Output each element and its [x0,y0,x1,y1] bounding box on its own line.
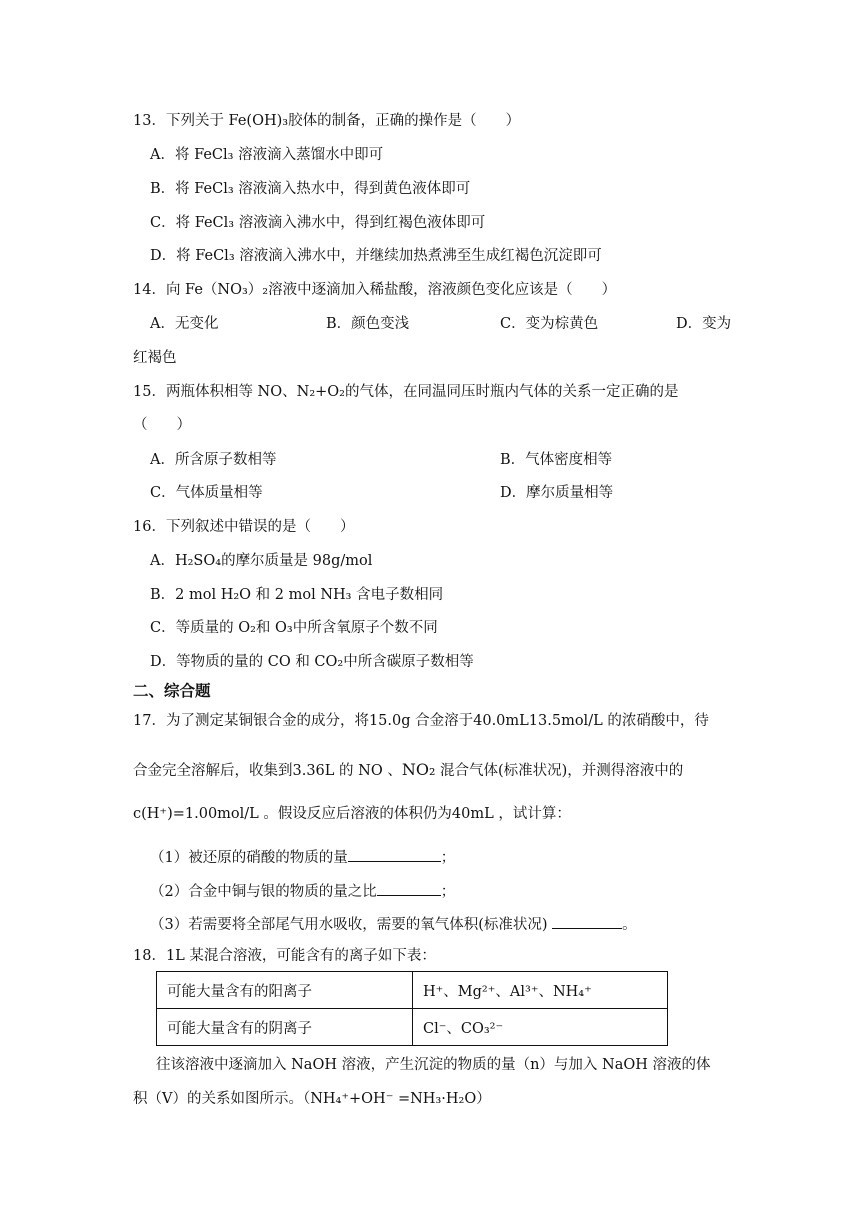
table-row [157,972,668,1009]
q17-part-2 [150,880,455,902]
q14-option-c: C．变为棕黄色 [500,316,599,332]
q17-part-3-text: （3）若需要将全部尾气用水吸收，需要的氧气体积(标准状况) [150,917,553,933]
q13-stem: 13．下列关于 Fe(OH)₃胶体的制备，正确的操作是（ ） [133,113,521,129]
q15-option-d: D．摩尔质量相等 [500,485,614,501]
q13-option-a: A．将 FeCl₃ 溶液滴入蒸馏水中即可 [150,147,384,163]
q14-option-b: B．颜色变浅 [326,316,410,332]
q14-stem: 14．向 Fe（NO₃）₂溶液中逐滴加入稀盐酸，溶液颜色变化应该是（ ） [133,282,617,298]
q16-option-d: D．等物质的量的 CO 和 CO₂中所含碳原子数相等 [150,654,474,670]
q15-option-a: A．所含原子数相等 [150,452,277,468]
q17-line-2-post: 混合气体(标准状况)，并测得溶液中的 [435,763,684,779]
cation-label: 可能大量含有的阳离子 [157,972,413,1009]
q13-option-b: B．将 FeCl₃ 溶液滴入热水中，得到黄色液体即可 [150,181,471,197]
q13-option-c: C．将 FeCl₃ 溶液滴入沸水中，得到红褐色液体即可 [150,215,486,231]
q15-option-c: C．气体质量相等 [150,485,263,501]
q18-stem: 18．1L 某混合溶液，可能含有的离子如下表： [133,948,436,964]
q17-line-2-pre: 合金完全溶解后，收集到3.36L 的 NO 、 [133,763,402,779]
q18-paragraph-2: 积（V）的关系如图所示。（NH₄⁺+OH⁻ =NH₃·H₂O） [133,1091,491,1107]
q17-part-1 [150,846,455,868]
q17-part-1-end: ； [440,850,456,866]
q17-part-3 [150,913,637,935]
q16-option-b: B．2 mol H₂O 和 2 mol NH₃ 含电子数相同 [150,587,444,603]
q15-option-b: B．气体密度相等 [500,452,613,468]
q14-option-a: A．无变化 [150,316,219,332]
anion-label: 可能大量含有的阴离子 [157,1009,413,1046]
ion-table [156,971,668,1046]
q17-line-2 [133,760,683,781]
answer-blank-2[interactable] [377,880,441,896]
q16-option-c: C．等质量的 O₂和 O₃中所含氧原子个数不同 [150,620,438,636]
cation-values: H⁺、Mg²⁺、Al³⁺、NH₄⁺ [413,972,668,1009]
q15-stem: 15．两瓶体积相等 NO、N₂+O₂的气体，在同温同压时瓶内气体的关系一定正确的是 [133,384,679,400]
q17-part-3-end: 。 [622,917,637,933]
q17-part-2-end: ； [440,884,456,900]
q14-option-d: D．变为 [676,316,732,332]
q17-no2-formula: NO₂ [401,760,436,779]
q17-line-1: 17．为了测定某铜银合金的成分，将15.0g 合金溶于40.0mL13.5mol/L 的浓硝酸中，待 [133,713,709,729]
q18-paragraph-1: 往该溶液中逐滴加入 NaOH 溶液，产生沉淀的物质的量（n）与加入 NaOH 溶液的体 [156,1057,711,1073]
q17-line-3: c(H⁺)=1.00mol/L 。假设反应后溶液的体积仍为40mL ，试计算： [133,806,571,822]
answer-blank-3[interactable] [552,913,622,929]
section-heading: 二、综合题 [133,682,211,700]
q17-part-2-text: （2）合金中铜与银的物质的量之比 [150,884,377,900]
q16-stem: 16．下列叙述中错误的是（ ） [133,519,355,535]
q17-part-1-text: （1）被还原的硝酸的物质的量 [150,850,348,866]
q16-option-a: A．H₂SO₄的摩尔质量是 98g/mol [150,553,373,569]
q13-option-d: D．将 FeCl₃ 溶液滴入沸水中，并继续加热煮沸至生成红褐色沉淀即可 [150,248,602,264]
table-row [157,1009,668,1046]
answer-blank-1[interactable] [348,846,441,862]
anion-values: Cl⁻、CO₃²⁻ [413,1009,668,1046]
q15-stem-cont: （ ） [133,417,191,433]
q14-option-d-cont: 红褐色 [133,350,177,366]
